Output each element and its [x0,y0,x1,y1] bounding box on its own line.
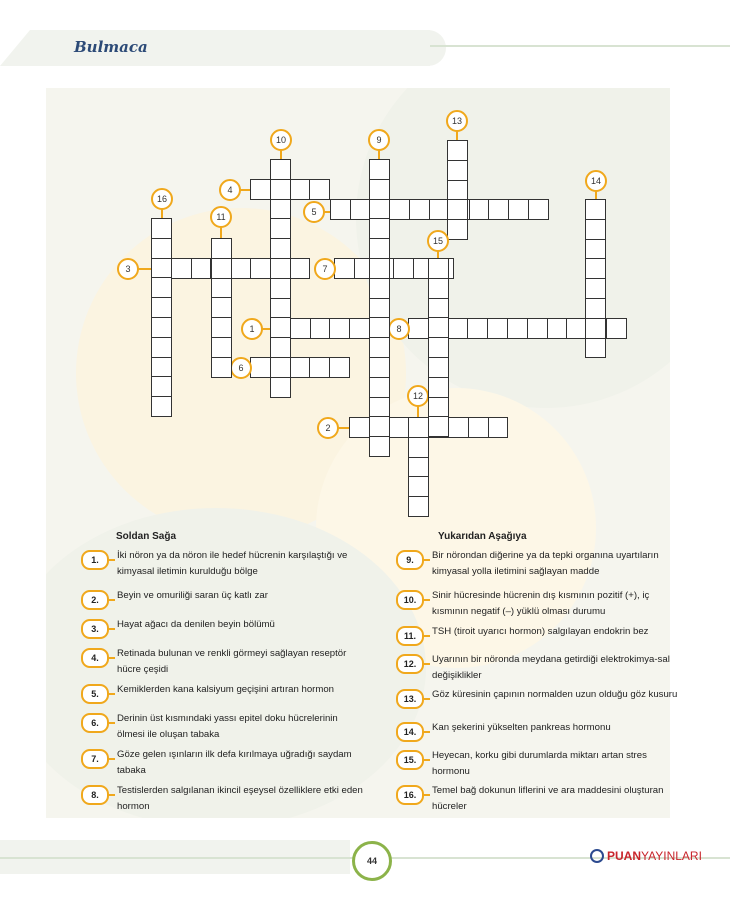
crossword-cell[interactable] [448,318,469,339]
clue-text: Heyecan, korku gibi durumlarda miktarı artan stres hormonu [432,750,647,777]
clue-item [91,548,367,580]
crossword-cell[interactable] [151,337,172,358]
crossword-cell[interactable] [585,258,606,279]
crossword-cell[interactable] [329,357,350,378]
crossword-cell[interactable] [428,377,449,398]
crossword-cell[interactable] [151,376,172,397]
crossword-cell[interactable] [369,317,390,338]
crossword-cell[interactable] [151,317,172,338]
crossword-cell[interactable] [447,199,468,220]
clue-number-badge: 6 [230,357,252,379]
crossword-cell[interactable] [409,199,430,220]
clue-badge: 8. [81,785,109,805]
crossword-cell[interactable] [447,160,468,181]
crossword-cell[interactable] [151,258,172,279]
clue-item [403,687,682,704]
crossword-cell[interactable] [369,416,390,437]
clue-tick [107,657,115,659]
crossword-cell[interactable] [290,179,311,200]
crossword-cell[interactable] [428,317,449,338]
crossword-cell[interactable] [211,357,232,378]
crossword-cell[interactable] [507,318,528,339]
clue-badge: 14. [396,722,424,742]
crossword-cell[interactable] [393,258,414,279]
crossword-cell[interactable] [488,199,509,220]
crossword-cell[interactable] [369,238,390,259]
clue-item [91,617,367,634]
publisher-logo [590,849,702,863]
crossword-cell[interactable] [606,318,627,339]
crossword-cell[interactable] [467,318,488,339]
crossword-cell[interactable] [428,278,449,299]
clue-badge: 16. [396,785,424,805]
crossword-cell[interactable] [408,417,429,438]
clue-item [406,548,682,580]
crossword-cell[interactable] [428,298,449,319]
clue-text: Testislerden salgılanan ikincil eşeysel özelliklere etki eden hormon [117,785,363,812]
clue-badge: 5. [81,684,109,704]
crossword-cell[interactable] [151,238,172,259]
crossword-cell[interactable] [408,437,429,458]
clue-number-badge: 10 [270,129,292,151]
clue-number-badge: 14 [585,170,607,192]
clue-item [403,783,682,815]
crossword-cell[interactable] [408,496,429,517]
crossword-cell[interactable] [270,199,291,220]
clue-badge: 6. [81,713,109,733]
clue-text: TSH (tiroit uyarıcı hormon) salgılayan endokrin bez [432,626,649,637]
crossword-cell[interactable] [585,338,606,359]
crossword-cell[interactable] [428,416,449,437]
clue-pointer [137,268,151,270]
crossword-cell[interactable] [487,318,508,339]
clue-tick [422,759,430,761]
crossword-cell[interactable] [270,317,291,338]
clue-number-badge: 1 [241,318,263,340]
clue-item [403,624,682,641]
clue-item [91,711,367,743]
crossword-cell[interactable] [369,199,390,220]
clue-number-badge: 5 [303,201,325,223]
down-heading: Yukarıdan Aşağıya [438,531,527,542]
clue-item [403,720,682,737]
crossword-cell[interactable] [334,258,355,279]
crossword-cell[interactable] [250,179,271,200]
clue-badge: 3. [81,619,109,639]
crossword-cell[interactable] [528,199,549,220]
crossword-cell[interactable] [270,357,291,378]
crossword-cell[interactable] [270,278,291,299]
clue-item [403,652,682,684]
crossword-cell[interactable] [428,357,449,378]
clue-badge: 11. [396,626,424,646]
crossword-cell[interactable] [330,199,351,220]
clue-tick [107,628,115,630]
clue-tick [107,722,115,724]
crossword-cell[interactable] [369,218,390,239]
clue-number-badge: 13 [446,110,468,132]
clue-text: Retinada bulunan ve renkli görmeyi sağlayan reseptör hücre çeşidi [117,648,347,675]
clue-number-badge: 8 [388,318,410,340]
crossword-cell[interactable] [350,199,371,220]
publisher-mark-icon [590,849,604,863]
clue-number-badge: 7 [314,258,336,280]
crossword-cell[interactable] [270,258,291,279]
clue-tick [107,559,115,561]
crossword-cell[interactable] [290,357,311,378]
crossword-cell[interactable] [151,297,172,318]
crossword-cell[interactable] [270,298,291,319]
crossword-cell[interactable] [250,357,271,378]
crossword-cell[interactable] [151,396,172,417]
clue-text: Kemiklerden kana kalsiyum geçişini artıran hormon [117,684,335,695]
crossword-cell[interactable] [408,476,429,497]
crossword-cell[interactable] [369,278,390,299]
crossword-cell[interactable] [488,417,509,438]
crossword-cell[interactable] [309,357,330,378]
clue-tick [107,794,115,796]
crossword-cell[interactable] [290,318,311,339]
crossword-cell[interactable] [369,258,390,279]
crossword-cell[interactable] [508,199,529,220]
crossword-cell[interactable] [447,140,468,161]
clue-text: Uyarının bir nöronda meydana getirdiği elektrokimya-sal değişiklikler [432,654,670,681]
clue-item [91,646,367,678]
crossword-cell[interactable] [369,436,390,457]
clue-text: Göze gelen ışınların ilk defa kırılmaya uğradığı saydam tabaka [117,749,352,776]
clue-text: Derinin üst kısmındaki yassı epitel doku hücrelerinin ölmesi ile oluşan tabaka [117,713,338,740]
clue-tick [107,758,115,760]
crossword-cell[interactable] [585,278,606,299]
clue-number-badge: 9 [368,129,390,151]
crossword-cell[interactable] [408,318,429,339]
clue-badge: 4. [81,648,109,668]
clue-text: Sinir hücresinde hücrenin dış kısmının pozitif (+), iç kısmının negatif (–) yüklü olması durumu [432,590,650,617]
crossword-cell[interactable] [270,159,291,180]
clue-tick [422,698,430,700]
clue-text: Bir nörondan diğerine ya da tepki organına uyartıların kimyasal yolla iletimini sağlayan madde [432,550,659,577]
crossword-cell[interactable] [369,377,390,398]
crossword-cell[interactable] [389,199,410,220]
crossword-cell[interactable] [211,297,232,318]
clue-item [403,588,682,620]
crossword-cell[interactable] [585,219,606,240]
clue-text: Temel bağ dokunun liflerini ve ara maddesini oluşturan hücreler [432,785,664,812]
crossword-cell[interactable] [447,180,468,201]
clue-tick [422,635,430,637]
crossword-cell[interactable] [408,457,429,478]
crossword-cell[interactable] [585,298,606,319]
brand-thin: YAYINLARI [641,849,702,863]
crossword-cell[interactable] [369,159,390,180]
clue-text: Göz küresinin çapının normalden uzun olduğu göz kusuru [432,689,678,700]
crossword-cell[interactable] [585,199,606,220]
clue-number-badge: 3 [117,258,139,280]
page-title: Bulmaca [74,38,148,56]
clue-item [91,682,367,699]
crossword-cell[interactable] [448,417,469,438]
crossword-cell[interactable] [447,219,468,240]
crossword-cell[interactable] [310,318,331,339]
crossword-cell[interactable] [428,337,449,358]
clue-number-badge: 11 [210,206,232,228]
clue-badge: 2. [81,590,109,610]
clue-number-badge: 16 [151,188,173,210]
clue-number-badge: 15 [427,230,449,252]
crossword-cell[interactable] [270,238,291,259]
clue-text: Beyin ve omuriliği saran üç katlı zar [117,590,268,601]
clue-badge: 9. [396,550,424,570]
clue-badge: 7. [81,749,109,769]
crossword-cell[interactable] [270,179,291,200]
clue-text: Kan şekerini yükselten pankreas hormonu [432,722,611,733]
crossword-cell[interactable] [369,298,390,319]
clue-number-badge: 12 [407,385,429,407]
clue-tick [107,599,115,601]
crossword-cell[interactable] [270,337,291,358]
crossword-cell[interactable] [329,318,350,339]
crossword-cell[interactable] [349,318,370,339]
crossword-cell[interactable] [250,258,271,279]
brand-bold: PUAN [607,849,642,863]
clue-tick [422,794,430,796]
crossword-cell[interactable] [469,199,490,220]
clue-badge: 10. [396,590,424,610]
page-number: 44 [352,841,392,881]
clue-item [403,748,682,780]
crossword-cell[interactable] [211,238,232,259]
crossword-cell[interactable] [211,258,232,279]
clue-tick [422,559,430,561]
clue-text: Hayat ağacı da denilen beyin bölümü [117,619,275,630]
clue-badge: 13. [396,689,424,709]
crossword-cell[interactable] [309,179,330,200]
crossword-cell[interactable] [369,337,390,358]
crossword-cell[interactable] [527,318,548,339]
crossword-cell[interactable] [369,357,390,378]
crossword-cell[interactable] [211,278,232,299]
clue-tick [107,693,115,695]
crossword-cell[interactable] [585,239,606,260]
crossword-cell[interactable] [270,218,291,239]
crossword-cell[interactable] [230,258,251,279]
crossword-cell[interactable] [428,258,449,279]
clue-tick [422,599,430,601]
crossword-cell[interactable] [349,417,370,438]
clue-item [91,747,367,779]
crossword-cell[interactable] [171,258,192,279]
crossword-cell[interactable] [468,417,489,438]
crossword-cell[interactable] [270,377,291,398]
crossword-cell[interactable] [211,317,232,338]
crossword-cell[interactable] [191,258,212,279]
crossword-cell[interactable] [585,318,606,339]
clue-badge: 12. [396,654,424,674]
crossword-cell[interactable] [547,318,568,339]
crossword-cell[interactable] [211,337,232,358]
clue-badge: 15. [396,750,424,770]
crossword-cell[interactable] [151,218,172,239]
clue-number-badge: 4 [219,179,241,201]
crossword-cell[interactable] [290,258,311,279]
clue-badge: 1. [81,550,109,570]
clue-tick [422,663,430,665]
crossword-cell[interactable] [151,277,172,298]
clue-number-badge: 2 [317,417,339,439]
crossword-cell[interactable] [369,179,390,200]
crossword-cell[interactable] [151,357,172,378]
across-heading: Soldan Sağa [116,531,177,542]
crossword-cell[interactable] [369,397,390,418]
clue-text: İki nöron ya da nöron ile hedef hücrenin karşılaştığı ve kimyasal iletimin kurulduğu bölge [117,550,348,577]
crossword-cell[interactable] [389,417,410,438]
clue-item [91,783,367,815]
clue-item [91,588,367,605]
clue-tick [422,731,430,733]
crossword-cell[interactable] [428,397,449,418]
